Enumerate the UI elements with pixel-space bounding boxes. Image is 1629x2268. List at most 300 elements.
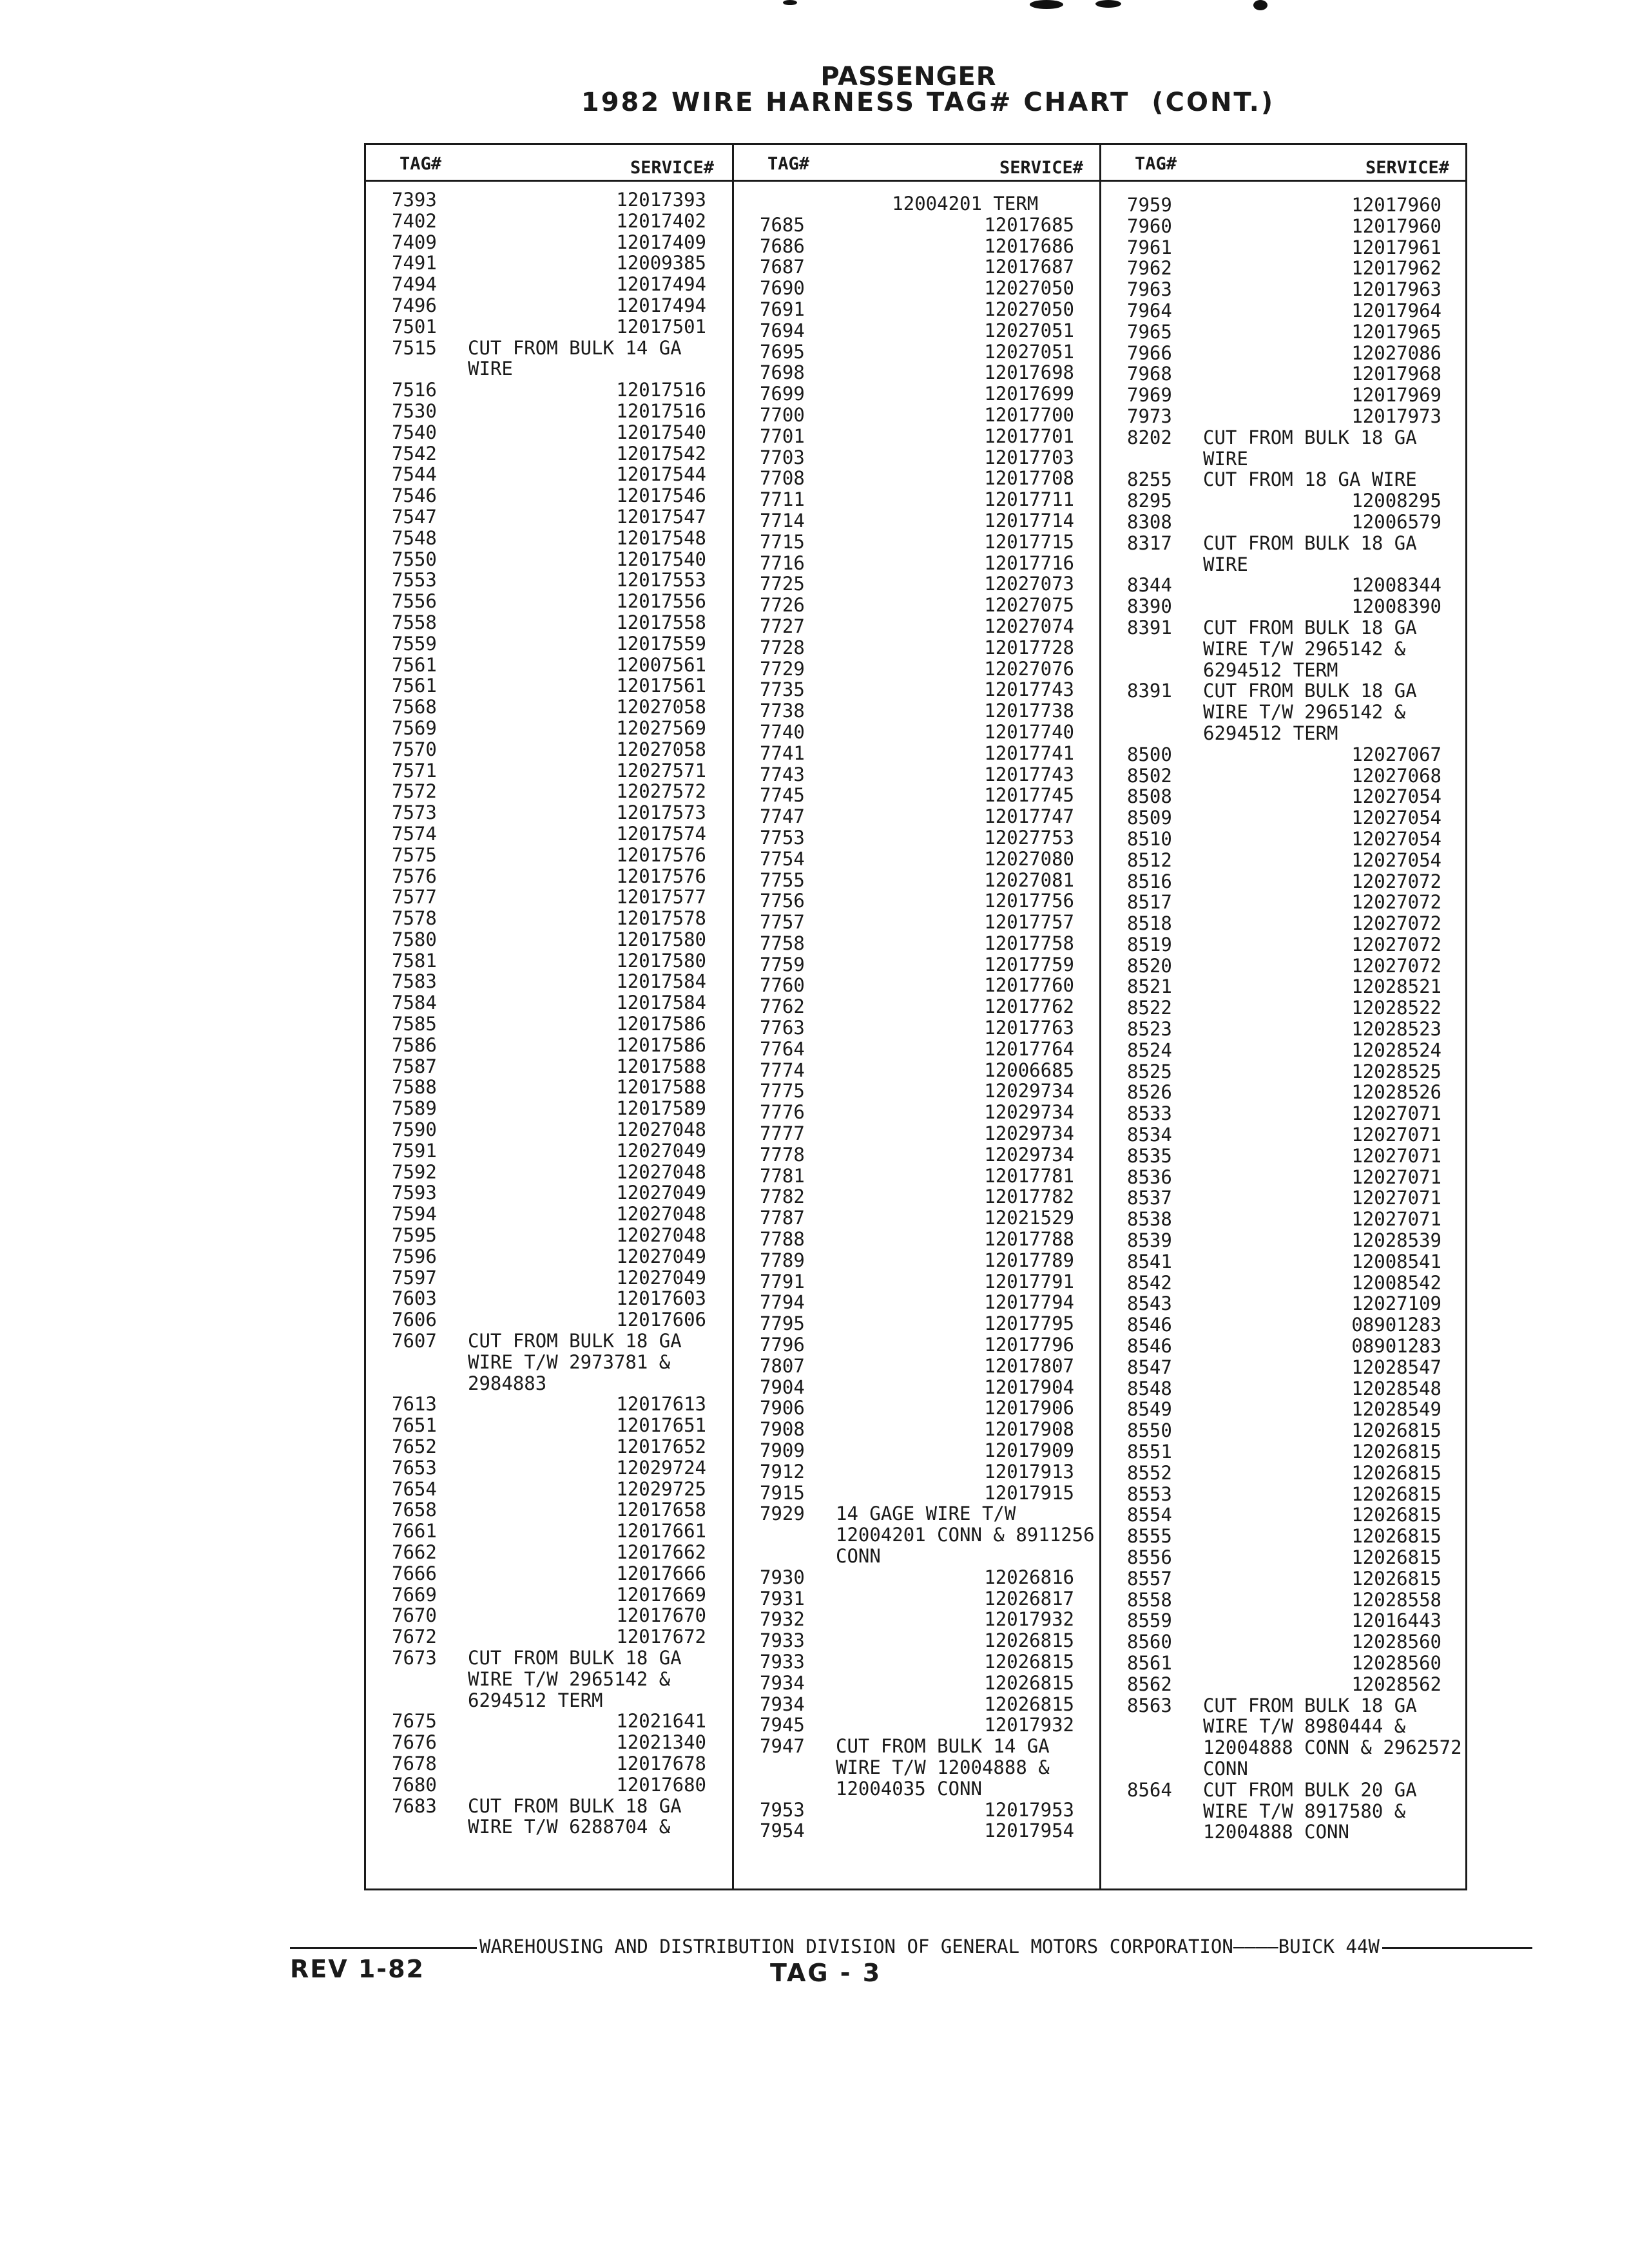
- tag-number: 7402: [392, 209, 437, 232]
- service-number: 12017714: [984, 509, 1074, 532]
- service-number: 12017788: [984, 1228, 1074, 1251]
- tag-number: [366, 1669, 461, 1690]
- table-row: [1101, 1441, 1467, 1463]
- table-row: [1101, 702, 1467, 723]
- table-row: [366, 612, 732, 633]
- tag-number: 7758: [760, 932, 805, 954]
- column-header: [734, 145, 1101, 182]
- service-number: 12008542: [1351, 1271, 1441, 1294]
- tag-number: 7546: [392, 485, 437, 507]
- service-number: 12017540: [616, 421, 706, 443]
- service-number: 12008390: [1351, 595, 1441, 618]
- service-number: 08901283: [1351, 1314, 1441, 1336]
- tag-number: [366, 1690, 461, 1711]
- table-row: [366, 1499, 732, 1521]
- service-number: 12017762: [984, 995, 1074, 1018]
- tag-number: [1101, 1716, 1197, 1737]
- tag-number: 8554: [1127, 1504, 1172, 1526]
- tag-number: 7960: [1127, 215, 1172, 237]
- tag-number: 8563: [1127, 1694, 1172, 1716]
- service-number: 12027071: [1351, 1208, 1441, 1231]
- table-row: [734, 1461, 1101, 1483]
- table-row: [366, 1816, 732, 1838]
- service-number: 12017794: [984, 1291, 1074, 1314]
- table-row: [734, 489, 1101, 510]
- tag-number: 7603: [392, 1287, 437, 1310]
- service-number: 12017588: [616, 1055, 706, 1077]
- service-number: 12017764: [984, 1037, 1074, 1060]
- service-number: 12007561: [616, 653, 706, 676]
- service-number: 12027068: [1351, 764, 1441, 787]
- service-number: 12028525: [1351, 1060, 1441, 1082]
- table-row: [734, 1419, 1101, 1440]
- service-number: 12026815: [984, 1671, 1074, 1694]
- tag-number: 7698: [760, 361, 805, 384]
- table-row: [366, 380, 732, 401]
- table-row: [734, 193, 1101, 215]
- tag-number: 7496: [392, 294, 437, 316]
- tag-number: 8524: [1127, 1039, 1172, 1061]
- tag-number: 7908: [760, 1418, 805, 1441]
- tag-number: 7699: [760, 383, 805, 405]
- tag-number: 8547: [1127, 1356, 1172, 1378]
- table-row: [734, 1271, 1101, 1293]
- table-row: [1101, 596, 1467, 617]
- tag-number: 8500: [1127, 743, 1172, 765]
- table-row: [734, 1334, 1101, 1356]
- tag-number: 7973: [1127, 405, 1172, 427]
- table-row: [734, 785, 1101, 806]
- table-row: [734, 890, 1101, 912]
- tag-number: 7669: [392, 1583, 437, 1606]
- service-number: 12017651: [616, 1414, 706, 1437]
- tag-number: 8255: [1127, 468, 1172, 491]
- service-number: 12017546: [616, 485, 706, 507]
- table-row: [1101, 1019, 1467, 1040]
- table-row: [734, 1757, 1101, 1778]
- tag-number: 8521: [1127, 975, 1172, 998]
- table-row: [1101, 956, 1467, 977]
- tag-number: 7676: [392, 1731, 437, 1754]
- table-row: [1101, 1230, 1467, 1251]
- service-number: 12017606: [616, 1309, 706, 1331]
- table-row: [734, 827, 1101, 849]
- tag-number: 8560: [1127, 1631, 1172, 1653]
- table-row: [366, 1605, 732, 1626]
- tag-number: 7738: [760, 700, 805, 722]
- table-row: [366, 1077, 732, 1098]
- tag-number: 7570: [392, 738, 437, 760]
- table-row: [1101, 490, 1467, 512]
- tag-number: 7741: [760, 742, 805, 764]
- table-row: [734, 1292, 1101, 1313]
- tag-number: 7561: [392, 675, 437, 697]
- table-row: [366, 760, 732, 782]
- table-row: [734, 1524, 1101, 1546]
- service-number: 12028524: [1351, 1039, 1441, 1061]
- scan-mark: [783, 0, 797, 5]
- tag-header: TAG#: [400, 154, 442, 174]
- tag-number: 7966: [1127, 341, 1172, 364]
- tag-number: 8557: [1127, 1567, 1172, 1590]
- tag-number: 7530: [392, 399, 437, 422]
- table-row: [734, 933, 1101, 954]
- table-row: [734, 1039, 1101, 1060]
- table-row: [1101, 279, 1467, 300]
- tag-number: 7795: [760, 1312, 805, 1335]
- service-number: 12027054: [1351, 785, 1441, 808]
- service-number: 12017796: [984, 1334, 1074, 1356]
- tag-number: 7933: [760, 1650, 805, 1673]
- table-row: [1101, 1526, 1467, 1547]
- tag-number: 8519: [1127, 933, 1172, 956]
- table-row: [366, 823, 732, 845]
- table-row: [734, 1060, 1101, 1081]
- tag-number: 8551: [1127, 1441, 1172, 1463]
- service-number: 12017954: [984, 1820, 1074, 1842]
- tag-number: [1101, 723, 1197, 744]
- table-row: [734, 1609, 1101, 1630]
- service-number: 12017763: [984, 1017, 1074, 1039]
- service-number: 12017558: [616, 611, 706, 633]
- service-number: 12026815: [1351, 1525, 1441, 1548]
- table-row: [366, 1162, 732, 1183]
- tag-number: 7789: [760, 1249, 805, 1271]
- tag-number: 7775: [760, 1080, 805, 1102]
- table-row: [734, 362, 1101, 383]
- table-row: [734, 426, 1101, 447]
- table-row: [366, 1246, 732, 1267]
- table-row: [1101, 195, 1467, 216]
- tag-number: 7915: [760, 1481, 805, 1504]
- service-number: 12017738: [984, 700, 1074, 722]
- table-row: [1101, 1821, 1467, 1843]
- tag-number: 7670: [392, 1604, 437, 1627]
- service-number: 12017548: [616, 526, 706, 549]
- service-number: 12017680: [616, 1773, 706, 1796]
- service-header: SERVICE#: [630, 158, 714, 178]
- table-row: [1101, 363, 1467, 385]
- tag-number: 7755: [760, 869, 805, 891]
- table-row: [366, 1140, 732, 1162]
- service-number: 12017670: [616, 1604, 706, 1627]
- service-number: 12017904: [984, 1376, 1074, 1398]
- tag-number: 7726: [760, 594, 805, 617]
- service-number: 12017913: [984, 1460, 1074, 1483]
- tag-number: 7651: [392, 1414, 437, 1437]
- table-row: [1101, 1209, 1467, 1230]
- tag-number: 7683: [392, 1794, 437, 1817]
- service-description: CUT FROM BULK 18 GA: [1203, 1694, 1417, 1716]
- service-number: 12017741: [984, 742, 1074, 764]
- service-description: WIRE: [1203, 553, 1248, 575]
- service-number: 12029734: [984, 1143, 1074, 1166]
- table-row: [734, 595, 1101, 616]
- service-number: 12017542: [616, 442, 706, 465]
- tag-number: [1101, 1737, 1197, 1758]
- service-number: 12017666: [616, 1562, 706, 1584]
- service-number: 12027086: [1351, 341, 1441, 364]
- tag-number: 7576: [392, 865, 437, 887]
- tag-number: 7678: [392, 1752, 437, 1774]
- column-header: [1101, 145, 1467, 182]
- service-number: 12017960: [1351, 194, 1441, 216]
- tag-number: 7909: [760, 1439, 805, 1462]
- table-row: [1101, 1484, 1467, 1505]
- service-number: 12027072: [1351, 870, 1441, 892]
- service-number: 12017740: [984, 720, 1074, 743]
- tag-number: 8555: [1127, 1525, 1172, 1548]
- table-row: [1101, 237, 1467, 258]
- tag-number: 7594: [392, 1203, 437, 1225]
- tag-number: 7540: [392, 421, 437, 443]
- table-row: [1101, 216, 1467, 237]
- service-number: 12028562: [1351, 1673, 1441, 1695]
- table-row: [366, 485, 732, 506]
- tag-number: 7597: [392, 1266, 437, 1289]
- service-number: 12027049: [616, 1139, 706, 1162]
- table-row: [734, 1144, 1101, 1166]
- column-header: [366, 145, 732, 182]
- service-description: CUT FROM BULK 18 GA: [1203, 680, 1417, 702]
- service-number: 12027071: [1351, 1187, 1441, 1209]
- service-number: 12027075: [984, 594, 1074, 617]
- tag-number: 7672: [392, 1626, 437, 1648]
- table-row: [366, 866, 732, 887]
- table-row: [734, 1588, 1101, 1610]
- table-row: [366, 929, 732, 950]
- table-row: [366, 1753, 732, 1774]
- tag-number: 7494: [392, 273, 437, 296]
- table-row: [734, 320, 1101, 341]
- tag-number: 7727: [760, 615, 805, 637]
- table-row: [1101, 997, 1467, 1019]
- tag-number: 7691: [760, 298, 805, 320]
- table-row: [366, 358, 732, 380]
- table-row: [1101, 1061, 1467, 1082]
- tag-number: 7774: [760, 1059, 805, 1081]
- table-column-3: [1099, 145, 1467, 1888]
- service-number: 12017578: [616, 907, 706, 930]
- tag-number: 8538: [1127, 1208, 1172, 1231]
- table-row: [734, 1673, 1101, 1694]
- service-number: 12017932: [984, 1714, 1074, 1736]
- tag-number: 7930: [760, 1566, 805, 1588]
- service-number: 12026815: [1351, 1441, 1441, 1463]
- service-number: 12017759: [984, 953, 1074, 975]
- tag-number: 7658: [392, 1499, 437, 1521]
- table-row: [734, 1377, 1101, 1398]
- service-number: 12027048: [616, 1119, 706, 1141]
- service-number: 12027051: [984, 340, 1074, 363]
- tag-number: 7559: [392, 632, 437, 655]
- service-number: 12017909: [984, 1439, 1074, 1462]
- tag-number: 8558: [1127, 1588, 1172, 1611]
- service-number: 12027071: [1351, 1144, 1441, 1167]
- tag-number: 7593: [392, 1182, 437, 1204]
- tag-number: 7703: [760, 446, 805, 468]
- table-row: [734, 1800, 1101, 1821]
- table-row: [366, 1542, 732, 1563]
- tag-number: 8517: [1127, 891, 1172, 914]
- tag-number: 7583: [392, 970, 437, 993]
- tag-number: 7747: [760, 805, 805, 828]
- table-row: [366, 570, 732, 591]
- table-row: [734, 975, 1101, 996]
- tag-number: 8559: [1127, 1610, 1172, 1632]
- table-row: [734, 510, 1101, 532]
- service-number: 12028558: [1351, 1588, 1441, 1611]
- table-row: [734, 1081, 1101, 1102]
- service-number: 12017963: [1351, 278, 1441, 301]
- tag-number: 8520: [1127, 954, 1172, 977]
- service-number: 12017588: [616, 1076, 706, 1099]
- table-row: [366, 1288, 732, 1309]
- table-row: [366, 1563, 732, 1584]
- service-description: WIRE T/W 2965142 &: [1203, 701, 1406, 724]
- service-number: 12017661: [616, 1520, 706, 1542]
- service-number: 12027074: [984, 615, 1074, 637]
- service-number: 12017586: [616, 1013, 706, 1035]
- table-row: [734, 616, 1101, 637]
- table-row: [734, 573, 1101, 595]
- service-description: WIRE T/W 8917580 &: [1203, 1800, 1406, 1822]
- tag-number: 7652: [392, 1436, 437, 1458]
- column-rows: [1101, 182, 1467, 1843]
- service-number: 12027072: [1351, 954, 1441, 977]
- service-number: 12027049: [616, 1182, 706, 1204]
- service-description: WIRE T/W 6288704 &: [468, 1816, 671, 1838]
- tag-number: 8564: [1127, 1778, 1172, 1801]
- tag-number: 7781: [760, 1164, 805, 1187]
- tag-number: 7561: [392, 653, 437, 676]
- table-row: [1101, 723, 1467, 744]
- tag-number: 8550: [1127, 1419, 1172, 1442]
- tag-number: 7571: [392, 759, 437, 782]
- tag-number: 8391: [1127, 680, 1172, 702]
- service-number: 12027048: [616, 1160, 706, 1183]
- service-number: 12017576: [616, 843, 706, 866]
- service-number: 12026815: [1351, 1483, 1441, 1505]
- table-row: [734, 1630, 1101, 1651]
- service-number: 12028560: [1351, 1631, 1441, 1653]
- service-number: 12028547: [1351, 1356, 1441, 1378]
- service-description: CUT FROM 18 GA WIRE: [1203, 468, 1417, 491]
- table-row: [1101, 1504, 1467, 1526]
- table-row: [1101, 1463, 1467, 1484]
- tag-number: 8391: [1127, 616, 1172, 639]
- table-row: [366, 781, 732, 802]
- table-row: [1101, 1590, 1467, 1611]
- service-number: 12027050: [984, 298, 1074, 320]
- tag-number: 7550: [392, 548, 437, 570]
- tag-number: 7969: [1127, 384, 1172, 407]
- tag-number: 7776: [760, 1101, 805, 1124]
- table-row: [366, 1479, 732, 1500]
- tag-number: 7694: [760, 319, 805, 341]
- service-description: CUT FROM BULK 14 GA: [836, 1735, 1050, 1758]
- tag-number: 8525: [1127, 1060, 1172, 1082]
- service-number: 12017969: [1351, 384, 1441, 407]
- service-number: 12021641: [616, 1710, 706, 1733]
- service-number: 12027048: [616, 1224, 706, 1247]
- tag-number: 8539: [1127, 1229, 1172, 1252]
- tag-number: 8526: [1127, 1081, 1172, 1104]
- table-row: [734, 256, 1101, 278]
- tag-number: 7569: [392, 716, 437, 739]
- table-row: [366, 422, 732, 443]
- tag-number: 7906: [760, 1397, 805, 1419]
- tag-number: 7575: [392, 843, 437, 866]
- table-row: [734, 1778, 1101, 1800]
- tag-number: 7590: [392, 1119, 437, 1141]
- tag-number: 8523: [1127, 1018, 1172, 1041]
- service-number: 12029734: [984, 1122, 1074, 1145]
- tag-number: 7589: [392, 1097, 437, 1120]
- table-row: [1101, 1273, 1467, 1294]
- tag-number: 8562: [1127, 1673, 1172, 1695]
- table-row: [1101, 660, 1467, 681]
- service-number: 12017559: [616, 632, 706, 655]
- table-row: [734, 1207, 1101, 1229]
- table-row: [734, 1694, 1101, 1715]
- tag-number: 8510: [1127, 827, 1172, 850]
- tag-number: 8549: [1127, 1398, 1172, 1421]
- table-row: [1101, 1399, 1467, 1420]
- footer-division: [477, 1936, 1382, 1957]
- table-row: [1101, 1737, 1467, 1758]
- service-description: CUT FROM BULK 20 GA: [1203, 1778, 1417, 1801]
- table-row: [366, 1204, 732, 1225]
- service-number: 12008344: [1351, 574, 1441, 597]
- table-row: [366, 1732, 732, 1753]
- service-number: 12027072: [1351, 933, 1441, 956]
- service-number: 12028548: [1351, 1377, 1441, 1399]
- table-row: [366, 675, 732, 697]
- service-number: 12017758: [984, 932, 1074, 954]
- tag-number: 7587: [392, 1055, 437, 1077]
- table-row: [366, 1669, 732, 1690]
- service-number: 12009385: [616, 252, 706, 274]
- service-number: 12017553: [616, 569, 706, 591]
- table-row: [1101, 1547, 1467, 1568]
- table-row: [734, 743, 1101, 764]
- table-row: [1101, 1040, 1467, 1061]
- tag-number: [366, 1816, 461, 1838]
- table-row: [734, 405, 1101, 426]
- tag-number: 7953: [760, 1798, 805, 1821]
- service-number: 12026815: [1351, 1504, 1441, 1526]
- tag-number: 7584: [392, 992, 437, 1014]
- table-row: [1101, 786, 1467, 807]
- table-row: [366, 1352, 732, 1373]
- service-number: 12017547: [616, 505, 706, 528]
- tag-number: 8543: [1127, 1293, 1172, 1315]
- service-number: 12017577: [616, 886, 706, 908]
- service-number: 12027050: [984, 277, 1074, 300]
- tag-number: 7762: [760, 995, 805, 1018]
- table-row: [366, 1626, 732, 1648]
- table-row: [366, 1711, 732, 1732]
- tag-number: 8541: [1127, 1250, 1172, 1273]
- service-number: 12026815: [984, 1693, 1074, 1715]
- tag-number: 7965: [1127, 320, 1172, 343]
- table-row: [366, 908, 732, 929]
- tag-number: 7547: [392, 505, 437, 528]
- tag-number: 7542: [392, 442, 437, 465]
- scan-mark: [1030, 0, 1063, 9]
- service-description: WIRE T/W 2973781 &: [468, 1350, 671, 1373]
